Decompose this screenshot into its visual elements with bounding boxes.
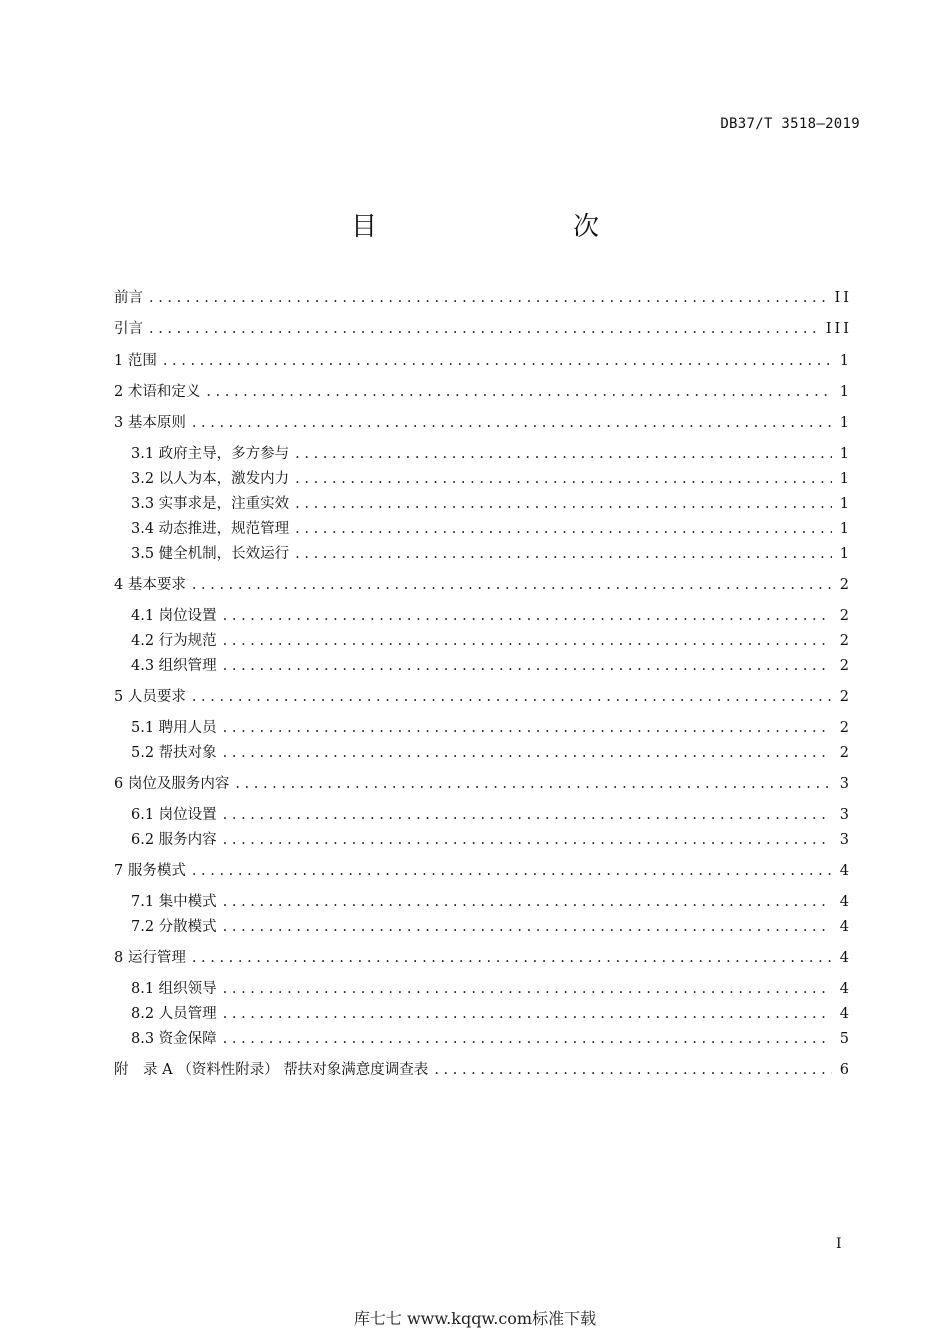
dot-leader <box>206 381 831 403</box>
dot-leader <box>192 574 832 596</box>
toc-entry-page: 2 <box>839 689 852 705</box>
toc-entry[interactable] <box>114 381 852 403</box>
toc-entry[interactable] <box>114 860 852 882</box>
dot-leader <box>295 543 832 565</box>
toc-entry-page: 4 <box>839 981 852 997</box>
dot-leader <box>163 350 832 372</box>
toc-entry[interactable] <box>131 655 852 677</box>
toc-entry-label: 3.5 健全机制，长效运行 <box>131 546 290 562</box>
toc-entry[interactable] <box>131 1028 852 1050</box>
toc-entry[interactable] <box>131 543 852 565</box>
toc-entry-label: 8.3 资金保障 <box>131 1031 217 1047</box>
toc-entry-label: 6.2 服务内容 <box>131 832 217 848</box>
toc-entry-label: 8.1 组织领导 <box>131 981 217 997</box>
dot-leader <box>295 493 832 515</box>
toc-entry-label: 6.1 岗位设置 <box>131 807 217 823</box>
toc-entry-page: 4 <box>839 894 852 910</box>
toc-entry-label: 前言 <box>114 290 143 306</box>
toc-entry-label: 7.2 分散模式 <box>131 919 217 935</box>
toc-entry-page: 4 <box>839 1006 852 1022</box>
toc-entry-page: 1 <box>839 521 852 537</box>
toc-entry-label: 4.2 行为规范 <box>131 633 217 649</box>
page-title: 目 次 <box>350 212 647 242</box>
dot-leader <box>295 468 832 490</box>
dot-leader <box>223 978 832 1000</box>
dot-leader <box>223 1003 832 1025</box>
toc-entry-page: 2 <box>839 745 852 761</box>
toc-entry[interactable] <box>131 630 852 652</box>
toc-entry-label: 3.4 动态推进，规范管理 <box>131 521 290 537</box>
toc-entry-label: 3.2 以人为本，激发内力 <box>131 471 290 487</box>
toc-entry[interactable] <box>131 493 852 515</box>
toc-entry[interactable] <box>131 717 852 739</box>
toc-entry-label: 8.2 人员管理 <box>131 1006 217 1022</box>
dot-leader <box>192 686 832 708</box>
dot-leader <box>223 829 832 851</box>
toc-entry-page: 2 <box>839 633 852 649</box>
toc-entry-label: 6 岗位及服务内容 <box>114 776 230 792</box>
dot-leader <box>295 518 832 540</box>
toc-entry-page: 2 <box>839 577 852 593</box>
toc-entry-page: 1 <box>839 546 852 562</box>
dot-leader <box>223 916 832 938</box>
dot-leader <box>223 1028 832 1050</box>
toc-entry-page: 1 <box>839 446 852 462</box>
dot-leader <box>223 717 832 739</box>
toc-entry-page: 1 <box>839 384 852 400</box>
toc-entry[interactable] <box>114 574 852 596</box>
toc-entry-page: 1 <box>839 353 852 369</box>
toc-entry-label: 5.1 聘用人员 <box>131 720 217 736</box>
dot-leader <box>223 804 832 826</box>
toc-entry-page: 3 <box>839 807 852 823</box>
dot-leader <box>192 947 832 969</box>
dot-leader <box>149 287 827 309</box>
toc-entry[interactable] <box>131 443 852 465</box>
toc-entry-label: 4.1 岗位设置 <box>131 608 217 624</box>
standard-code: DB37/T 3518—2019 <box>720 116 860 132</box>
toc-entry-page: 4 <box>839 950 852 966</box>
toc-entry[interactable] <box>131 829 852 851</box>
toc-entry[interactable] <box>114 350 852 372</box>
toc-entry-label: 2 术语和定义 <box>114 384 201 400</box>
toc-entry-label: 3.3 实事求是，注重实效 <box>131 496 290 512</box>
toc-entry-page: 3 <box>839 832 852 848</box>
toc-entry-page: III <box>825 321 852 337</box>
toc-entry-label: 3 基本原则 <box>114 415 186 431</box>
dot-leader <box>149 318 818 340</box>
dot-leader <box>192 412 832 434</box>
toc-entry[interactable] <box>131 978 852 1000</box>
dot-leader <box>434 1059 831 1081</box>
toc-entry-label: 3.1 政府主导，多方参与 <box>131 446 290 462</box>
toc-entry-page: 1 <box>839 415 852 431</box>
toc-entry-label: 4.3 组织管理 <box>131 658 217 674</box>
dot-leader <box>223 742 832 764</box>
toc-entry-label: 1 范围 <box>114 353 157 369</box>
toc-entry[interactable] <box>114 412 852 434</box>
toc-entry[interactable] <box>131 742 852 764</box>
toc-entry-annex[interactable] <box>114 1059 852 1081</box>
watermark-text: 库七七 www.kqqw.com标准下载 <box>353 1309 597 1328</box>
toc-entry[interactable] <box>114 947 852 969</box>
toc-entry-label: 8 运行管理 <box>114 950 186 966</box>
dot-leader <box>235 773 831 795</box>
toc-entry[interactable] <box>131 1003 852 1025</box>
toc-entry[interactable] <box>114 287 852 309</box>
toc-entry-page: II <box>834 290 852 306</box>
toc-entry-page: 1 <box>839 471 852 487</box>
dot-leader <box>223 655 832 677</box>
toc-entry-label: 5.2 帮扶对象 <box>131 745 217 761</box>
toc-entry-page: 2 <box>839 658 852 674</box>
toc-entry-page: 6 <box>839 1062 852 1078</box>
dot-leader <box>295 443 832 465</box>
toc-entry-label: 附 录 A （资料性附录） 帮扶对象满意度调查表 <box>114 1062 429 1078</box>
toc-entry[interactable] <box>131 916 852 938</box>
toc-entry-page: 4 <box>839 919 852 935</box>
toc-entry[interactable] <box>131 605 852 627</box>
dot-leader <box>223 891 832 913</box>
toc-entry[interactable] <box>114 773 852 795</box>
toc-entry[interactable] <box>131 468 852 490</box>
dot-leader <box>223 630 832 652</box>
toc-entry-page: 2 <box>839 608 852 624</box>
toc-entry-page: 5 <box>839 1031 852 1047</box>
toc-entry-label: 引言 <box>114 321 143 337</box>
toc-entry[interactable] <box>114 686 852 708</box>
toc-entry-page: 2 <box>839 720 852 736</box>
dot-leader <box>223 605 832 627</box>
page-number: I <box>836 1236 842 1252</box>
dot-leader <box>192 860 832 882</box>
toc-entry-label: 4 基本要求 <box>114 577 186 593</box>
toc-entry[interactable] <box>131 518 852 540</box>
toc-entry-label: 7 服务模式 <box>114 863 186 879</box>
toc-entry-page: 1 <box>839 496 852 512</box>
toc-entry[interactable] <box>131 891 852 913</box>
toc-entry-label: 7.1 集中模式 <box>131 894 217 910</box>
toc-entry-page: 3 <box>839 776 852 792</box>
toc-entry-page: 4 <box>839 863 852 879</box>
toc-entry-label: 5 人员要求 <box>114 689 186 705</box>
toc-entry[interactable] <box>131 804 852 826</box>
toc-entry[interactable] <box>114 318 852 340</box>
